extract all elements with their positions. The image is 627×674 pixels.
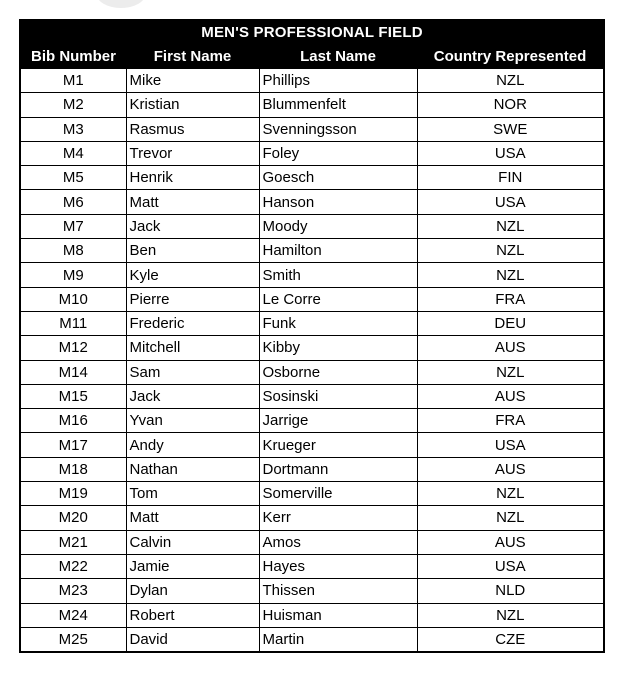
table-row: [21, 554, 603, 578]
column-header-first-name: First Name: [126, 44, 259, 69]
country-cell: NZL: [417, 214, 603, 238]
bib-number-cell: M22: [21, 554, 126, 578]
table-row: [21, 384, 603, 408]
last-name-cell: Kibby: [259, 336, 417, 360]
bib-number-cell: M19: [21, 482, 126, 506]
country-cell: DEU: [417, 311, 603, 335]
last-name-cell: Thissen: [259, 579, 417, 603]
country-cell: NOR: [417, 93, 603, 117]
table-row: [21, 506, 603, 530]
country-cell: USA: [417, 141, 603, 165]
bib-number-cell: M16: [21, 409, 126, 433]
last-name-cell: Phillips: [259, 69, 417, 93]
country-cell: AUS: [417, 530, 603, 554]
first-name-cell: Jack: [126, 214, 259, 238]
table-body: [21, 69, 603, 652]
table-row: [21, 433, 603, 457]
country-cell: FIN: [417, 166, 603, 190]
table-row: [21, 190, 603, 214]
last-name-cell: Smith: [259, 263, 417, 287]
country-cell: NZL: [417, 360, 603, 384]
last-name-cell: Somerville: [259, 482, 417, 506]
last-name-cell: Kerr: [259, 506, 417, 530]
country-cell: FRA: [417, 409, 603, 433]
table-row: [21, 336, 603, 360]
last-name-cell: Huisman: [259, 603, 417, 627]
first-name-cell: Kristian: [126, 93, 259, 117]
bib-number-cell: M17: [21, 433, 126, 457]
bib-number-cell: M7: [21, 214, 126, 238]
table-row: [21, 117, 603, 141]
country-cell: NZL: [417, 603, 603, 627]
country-cell: USA: [417, 190, 603, 214]
bib-number-cell: M6: [21, 190, 126, 214]
last-name-cell: Jarrige: [259, 409, 417, 433]
table-title: MEN'S PROFESSIONAL FIELD: [21, 21, 603, 44]
last-name-cell: Osborne: [259, 360, 417, 384]
bib-number-cell: M5: [21, 166, 126, 190]
first-name-cell: Trevor: [126, 141, 259, 165]
last-name-cell: Foley: [259, 141, 417, 165]
table-row: [21, 239, 603, 263]
country-cell: NZL: [417, 263, 603, 287]
first-name-cell: Matt: [126, 506, 259, 530]
last-name-cell: Goesch: [259, 166, 417, 190]
spreadsheet-table-container: [19, 19, 605, 653]
country-cell: CZE: [417, 627, 603, 651]
table-row: [21, 214, 603, 238]
first-name-cell: Henrik: [126, 166, 259, 190]
table-row: [21, 263, 603, 287]
table-row: [21, 69, 603, 93]
country-cell: AUS: [417, 384, 603, 408]
first-name-cell: Jamie: [126, 554, 259, 578]
first-name-cell: Calvin: [126, 530, 259, 554]
country-cell: USA: [417, 554, 603, 578]
first-name-cell: Kyle: [126, 263, 259, 287]
first-name-cell: Ben: [126, 239, 259, 263]
last-name-cell: Krueger: [259, 433, 417, 457]
last-name-cell: Martin: [259, 627, 417, 651]
first-name-cell: Tom: [126, 482, 259, 506]
country-cell: NLD: [417, 579, 603, 603]
first-name-cell: Frederic: [126, 311, 259, 335]
table-row: [21, 93, 603, 117]
bib-number-cell: M11: [21, 311, 126, 335]
bib-number-cell: M2: [21, 93, 126, 117]
first-name-cell: Mitchell: [126, 336, 259, 360]
first-name-cell: Jack: [126, 384, 259, 408]
first-name-cell: Pierre: [126, 287, 259, 311]
bib-number-cell: M25: [21, 627, 126, 651]
first-name-cell: Dylan: [126, 579, 259, 603]
first-name-cell: Rasmus: [126, 117, 259, 141]
bib-number-cell: M12: [21, 336, 126, 360]
last-name-cell: Sosinski: [259, 384, 417, 408]
country-cell: NZL: [417, 69, 603, 93]
table-row: [21, 579, 603, 603]
bib-number-cell: M15: [21, 384, 126, 408]
column-header-bib-number: Bib Number: [21, 44, 126, 69]
table-row: [21, 482, 603, 506]
country-cell: SWE: [417, 117, 603, 141]
bib-number-cell: M4: [21, 141, 126, 165]
column-header-country: Country Represented: [417, 44, 603, 69]
bib-number-cell: M21: [21, 530, 126, 554]
bib-number-cell: M10: [21, 287, 126, 311]
country-cell: NZL: [417, 482, 603, 506]
table-row: [21, 409, 603, 433]
table-row: [21, 166, 603, 190]
table-row: [21, 141, 603, 165]
first-name-cell: David: [126, 627, 259, 651]
last-name-cell: Le Corre: [259, 287, 417, 311]
table-row: [21, 360, 603, 384]
last-name-cell: Hanson: [259, 190, 417, 214]
table-row: [21, 457, 603, 481]
table-row: [21, 311, 603, 335]
decorative-arc: [96, 0, 146, 8]
bib-number-cell: M24: [21, 603, 126, 627]
table-title-row: [21, 21, 603, 44]
mens-professional-field-table: [21, 21, 603, 651]
table-row: [21, 627, 603, 651]
bib-number-cell: M1: [21, 69, 126, 93]
country-cell: FRA: [417, 287, 603, 311]
bib-number-cell: M20: [21, 506, 126, 530]
table-row: [21, 530, 603, 554]
table-row: [21, 603, 603, 627]
country-cell: NZL: [417, 506, 603, 530]
first-name-cell: Mike: [126, 69, 259, 93]
country-cell: AUS: [417, 457, 603, 481]
last-name-cell: Blummenfelt: [259, 93, 417, 117]
first-name-cell: Nathan: [126, 457, 259, 481]
country-cell: USA: [417, 433, 603, 457]
table-row: [21, 287, 603, 311]
last-name-cell: Moody: [259, 214, 417, 238]
last-name-cell: Hamilton: [259, 239, 417, 263]
first-name-cell: Matt: [126, 190, 259, 214]
bib-number-cell: M14: [21, 360, 126, 384]
column-header-last-name: Last Name: [259, 44, 417, 69]
bib-number-cell: M9: [21, 263, 126, 287]
first-name-cell: Andy: [126, 433, 259, 457]
bib-number-cell: M18: [21, 457, 126, 481]
column-header-row: [21, 44, 603, 69]
first-name-cell: Robert: [126, 603, 259, 627]
bib-number-cell: M8: [21, 239, 126, 263]
last-name-cell: Dortmann: [259, 457, 417, 481]
last-name-cell: Amos: [259, 530, 417, 554]
first-name-cell: Sam: [126, 360, 259, 384]
last-name-cell: Hayes: [259, 554, 417, 578]
last-name-cell: Svenningsson: [259, 117, 417, 141]
first-name-cell: Yvan: [126, 409, 259, 433]
bib-number-cell: M3: [21, 117, 126, 141]
country-cell: NZL: [417, 239, 603, 263]
last-name-cell: Funk: [259, 311, 417, 335]
bib-number-cell: M23: [21, 579, 126, 603]
country-cell: AUS: [417, 336, 603, 360]
